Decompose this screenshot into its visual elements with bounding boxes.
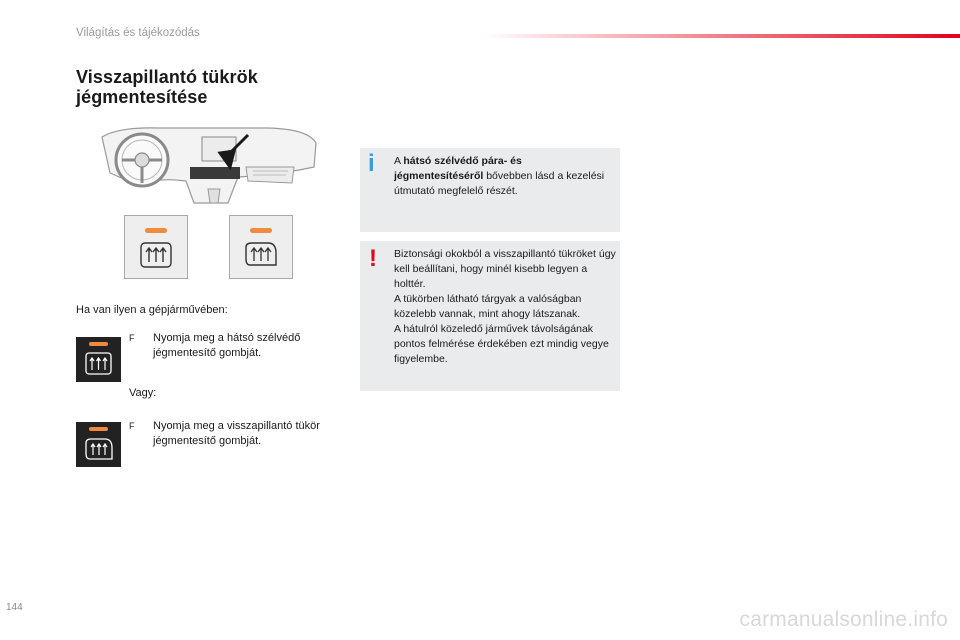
header-accent-bar [480, 34, 960, 38]
warning-box [360, 241, 620, 391]
step-2 [129, 419, 339, 453]
mirror-defrost-button-icon [76, 422, 121, 467]
bullet-marker: F [129, 333, 135, 343]
info-text-rest: bővebben lásd a kezelési útmutató megfelelő részét. [394, 170, 605, 197]
page-title [76, 67, 258, 107]
indicator-light [89, 342, 108, 346]
info-icon: i [368, 150, 375, 177]
step-1 [129, 331, 339, 365]
or-text: Vagy: [129, 387, 157, 399]
intro-text: Ha van ilyen a gépjárművében: [76, 304, 228, 316]
warning-line: Biztonsági okokból a visszapillantó tükröket úgy kell beállítani, hogy minél kisebb legyen a holttér. [394, 248, 616, 290]
warning-line: A hátulról közeledő járművek távolságának pontos felmérése érdekében ezt mindig vegye figyelembe. [394, 323, 609, 365]
info-text-bold: hátsó szélvédő pára- és jégmentesítéséről [394, 155, 522, 182]
section-title: Világítás és tájékozódás [76, 27, 200, 39]
warning-line: A tükörben látható tárgyak a valóságban közelebb vannak, mint ahogy látszanak. [394, 293, 582, 320]
info-text [394, 154, 612, 199]
page-number: 144 [6, 602, 23, 613]
step-1-text: Nyomja meg a hátsó szélvédő jégmentesítő gombját. [153, 332, 301, 359]
page-title-line1: Visszapillantó tükrök [76, 67, 258, 87]
mirror-defrost-icon [244, 241, 278, 272]
indicator-light [89, 427, 108, 431]
watermark: carmanualsonline.info [739, 608, 948, 631]
page-title-line2: jégmentesítése [76, 87, 208, 107]
indicator-light [250, 228, 272, 233]
info-box [360, 148, 620, 232]
mirror-defrost-button-panel [229, 215, 293, 279]
bullet-marker: F [129, 421, 135, 431]
indicator-light [145, 228, 167, 233]
warning-text [394, 247, 616, 367]
dashboard-illustration [98, 123, 320, 213]
info-text-prefix: A [394, 155, 404, 167]
rear-defrost-button-panel [124, 215, 188, 279]
step-2-text: Nyomja meg a visszapillantó tükör jégmentesítő gombját. [153, 420, 320, 447]
rear-defrost-icon [140, 240, 172, 273]
warning-icon: ! [369, 245, 377, 272]
rear-defrost-button-icon [76, 337, 121, 382]
